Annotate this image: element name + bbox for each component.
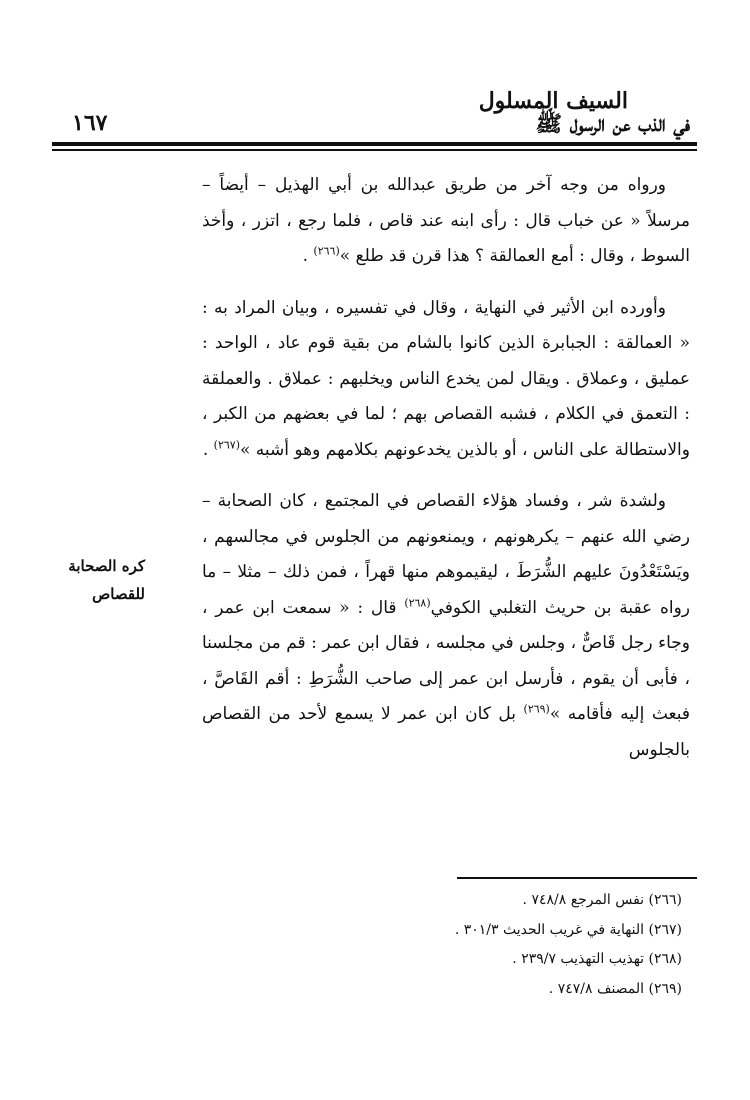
margin-note-line2: للقصاص	[92, 585, 145, 603]
page-number: ١٦٧	[72, 110, 108, 136]
footnotes	[455, 886, 682, 1004]
header-title-line2: في الذب عن الرسول ﷺ	[535, 111, 690, 138]
footnote-ref-269[interactable]: (٢٦٩)	[523, 702, 550, 716]
footnote-ref-267[interactable]: (٢٦٧)	[213, 437, 240, 451]
header-rule-thick	[52, 142, 697, 146]
margin-note	[50, 552, 145, 608]
paragraph-3: ولشدة شر ، وفساد هؤلاء القصاص في المجتمع ، كان الصحابة – رضي الله عنهم – يكرهونهم ، ويمنعونهم من الجلوس في مجالسهم ، ويَسْتَعْدُونَ عليهم الشُّرَطَ ، ليقيموهم منها قهراً ، فمن ذلك – مثلا – ما رواه عقبة بن حريث التغلبي الكوفي$^{(٢٦٨)}$ قال : « سمعت ابن عمر ، وجاء رجل قَاصٌّ ، وجلس في مجلسه ، فقال ابن عمر : قم من مجلسنا ، فأبى أن يقوم ، فأرسل ابن عمر إلى صاحب الشُّرَطِ : أقم القَاصَّ ، فبعث إليه فأقامه »$^{(٢٦٩)}$ بل كان ابن عمر لا يسمع لأحد من القصاص بالجلوس	[202, 491, 691, 760]
footnote-268: (٢٦٨) تهذيب التهذيب ٢٣٩/٧ .	[512, 951, 682, 967]
footnote-267: (٢٦٧) النهاية في غريب الحديث ٣٠١/٣ .	[454, 921, 682, 938]
paragraph-1: ورواه من وجه آخر من طريق عبدالله بن أبي الهذيل – أيضاً – مرسلاً « عن خباب قال : رأى ابنه عند قاص ، فلما رجع ، اتزر ، وأخذ السوط ، وقال : أمع العمالقة ؟ هذا قرن قد طلع »$^{(٢٦٦)}$ .	[202, 175, 690, 266]
paragraph-2: وأورده ابن الأثير في النهاية ، وقال في تفسيره ، وبيان المراد به : « العمالقة : الجبابرة الذين كانوا بالشام من بقية قوم عاد ، الواحد : عمليق ، وعملاق . ويقال لمن يخدع الناس ويخلبهم : عملاق . والعملقة : التعمق في الكلام ، فشبه القصاص بهم ؛ لما في بعضهم من الكبر ، والاستطالة على الناس ، أو بالذين يخدعونهم بكلامهم وهو أشبه »$^{(٢٦٧)}$ .	[202, 297, 691, 460]
main-text	[202, 168, 690, 768]
header-title-line1: السيف المسلول	[478, 88, 628, 114]
header-rule-thin	[52, 149, 697, 151]
footnote-separator	[457, 877, 697, 879]
footnote-ref-268[interactable]: (٢٦٨)	[404, 595, 431, 609]
running-header	[479, 90, 690, 136]
footnote-269: (٢٦٩) المصنف ٧٤٧/٨ .	[548, 980, 682, 997]
footnote-ref-266[interactable]: (٢٦٦)	[313, 244, 340, 258]
margin-note-line1: كره الصحابة	[68, 557, 145, 575]
footnote-266: (٢٦٦) نفس المرجع ٧٤٨/٨ .	[522, 892, 682, 908]
